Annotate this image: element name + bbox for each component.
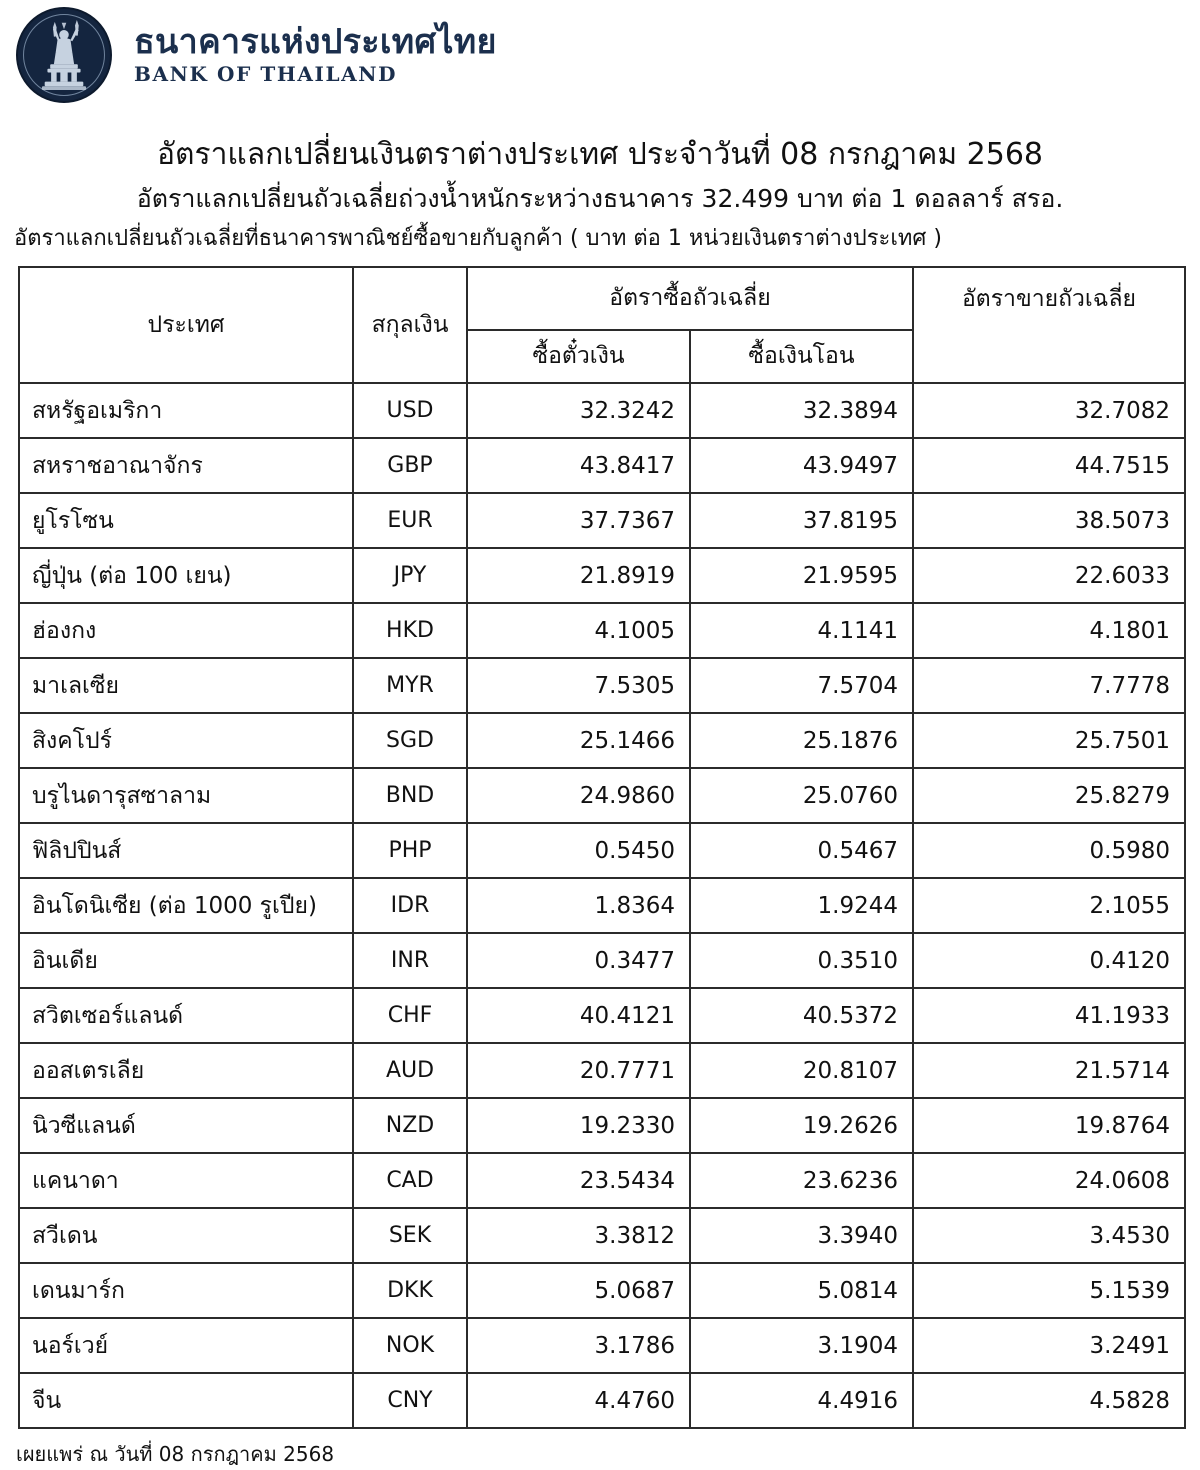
cell-selling-rate: 25.7501 (913, 713, 1185, 768)
page-title: อัตราแลกเปลี่ยนเงินตราต่างประเทศ ประจำวันที่ 08 กรกฎาคม 2568 (156, 137, 1044, 172)
cell-buy-sight-bill: 40.4121 (467, 988, 690, 1043)
cell-selling-rate: 32.7082 (913, 383, 1185, 438)
cell-currency-code: DKK (353, 1263, 467, 1318)
cell-buy-sight-bill: 37.7367 (467, 493, 690, 548)
cell-currency-code: CHF (353, 988, 467, 1043)
cell-buy-transfer: 3.1904 (690, 1318, 913, 1373)
cell-buy-sight-bill: 4.1005 (467, 603, 690, 658)
cell-country: สหรัฐอเมริกา (19, 383, 353, 438)
cell-country: ฟิลิปปินส์ (19, 823, 353, 878)
cell-currency-code: GBP (353, 438, 467, 493)
table-row (19, 878, 1185, 933)
column-header-buy-sight-bill: ซื้อตั๋วเงิน (467, 330, 690, 384)
cell-buy-transfer: 1.9244 (690, 878, 913, 933)
table-head (19, 267, 1185, 383)
table-row (19, 1263, 1185, 1318)
cell-currency-code: CNY (353, 1373, 467, 1428)
cell-selling-rate: 3.2491 (913, 1318, 1185, 1373)
cell-country: ออสเตรเลีย (19, 1043, 353, 1098)
table-row (19, 1208, 1185, 1263)
table-row (19, 1098, 1185, 1153)
bank-of-thailand-seal-icon (16, 7, 112, 103)
cell-selling-rate: 44.7515 (913, 438, 1185, 493)
commercial-bank-rate-subtitle: อัตราแลกเปลี่ยนถัวเฉลี่ยที่ธนาคารพาณิชย์ซื้อขายกับลูกค้า ( บาท ต่อ 1 หน่วยเงินตราต่างประเทศ ) (14, 225, 942, 251)
cell-selling-rate: 21.5714 (913, 1043, 1185, 1098)
cell-buy-transfer: 4.4916 (690, 1373, 913, 1428)
cell-country: มาเลเซีย (19, 658, 353, 713)
cell-currency-code: HKD (353, 603, 467, 658)
cell-buy-transfer: 37.8195 (690, 493, 913, 548)
table-row (19, 438, 1185, 493)
cell-buy-sight-bill: 4.4760 (467, 1373, 690, 1428)
cell-buy-transfer: 20.8107 (690, 1043, 913, 1098)
table-row (19, 933, 1185, 988)
cell-currency-code: INR (353, 933, 467, 988)
cell-country: แคนาดา (19, 1153, 353, 1208)
cell-selling-rate: 2.1055 (913, 878, 1185, 933)
cell-buy-transfer: 7.5704 (690, 658, 913, 713)
masthead (0, 0, 1200, 100)
cell-buy-transfer: 43.9497 (690, 438, 913, 493)
table-row (19, 548, 1185, 603)
cell-buy-sight-bill: 32.3242 (467, 383, 690, 438)
cell-buy-sight-bill: 7.5305 (467, 658, 690, 713)
cell-selling-rate: 38.5073 (913, 493, 1185, 548)
cell-buy-transfer: 0.3510 (690, 933, 913, 988)
exchange-rate-table (18, 266, 1186, 1429)
cell-country: อินเดีย (19, 933, 353, 988)
cell-country: สวีเดน (19, 1208, 353, 1263)
cell-buy-transfer: 40.5372 (690, 988, 913, 1043)
cell-buy-sight-bill: 21.8919 (467, 548, 690, 603)
cell-currency-code: SGD (353, 713, 467, 768)
cell-country: สิงคโปร์ (19, 713, 353, 768)
cell-country: สวิตเซอร์แลนด์ (19, 988, 353, 1043)
cell-country: ยูโรโซน (19, 493, 353, 548)
cell-buy-transfer: 23.6236 (690, 1153, 913, 1208)
cell-buy-sight-bill: 3.1786 (467, 1318, 690, 1373)
cell-selling-rate: 0.5980 (913, 823, 1185, 878)
cell-selling-rate: 19.8764 (913, 1098, 1185, 1153)
cell-currency-code: USD (353, 383, 467, 438)
cell-buy-sight-bill: 43.8417 (467, 438, 690, 493)
title-block (0, 100, 1200, 252)
interbank-rate-subtitle: อัตราแลกเปลี่ยนถัวเฉลี่ยถ่วงน้ำหนักระหว่างธนาคาร 32.499 บาท ต่อ 1 ดอลลาร์ สรอ. (136, 183, 1064, 213)
table-row (19, 658, 1185, 713)
cell-buy-transfer: 19.2626 (690, 1098, 913, 1153)
cell-buy-sight-bill: 23.5434 (467, 1153, 690, 1208)
cell-country: นอร์เวย์ (19, 1318, 353, 1373)
table-body (19, 383, 1185, 1428)
brand-block (134, 22, 497, 87)
cell-selling-rate: 5.1539 (913, 1263, 1185, 1318)
table-row (19, 603, 1185, 658)
cell-country: นิวซีแลนด์ (19, 1098, 353, 1153)
cell-selling-rate: 24.0608 (913, 1153, 1185, 1208)
cell-buy-sight-bill: 19.2330 (467, 1098, 690, 1153)
cell-currency-code: JPY (353, 548, 467, 603)
cell-country: อินโดนิเซีย (ต่อ 1000 รูเปีย) (19, 878, 353, 933)
cell-selling-rate: 41.1933 (913, 988, 1185, 1043)
cell-currency-code: IDR (353, 878, 467, 933)
cell-currency-code: CAD (353, 1153, 467, 1208)
cell-country: ฮ่องกง (19, 603, 353, 658)
cell-buy-sight-bill: 1.8364 (467, 878, 690, 933)
table-row (19, 768, 1185, 823)
cell-country: บรูไนดารุสซาลาม (19, 768, 353, 823)
cell-currency-code: MYR (353, 658, 467, 713)
cell-selling-rate: 0.4120 (913, 933, 1185, 988)
cell-selling-rate: 25.8279 (913, 768, 1185, 823)
exchange-rate-table-container (18, 266, 1186, 1429)
cell-buy-sight-bill: 0.3477 (467, 933, 690, 988)
table-header-row-primary (19, 267, 1185, 329)
cell-country: จีน (19, 1373, 353, 1428)
table-row (19, 1318, 1185, 1373)
cell-buy-sight-bill: 0.5450 (467, 823, 690, 878)
column-header-buying-rate-group: อัตราซื้อถัวเฉลี่ย (467, 267, 913, 329)
publication-date-note: เผยแพร่ ณ วันที่ 08 กรกฎาคม 2568 (16, 1442, 335, 1467)
cell-selling-rate: 4.1801 (913, 603, 1185, 658)
cell-currency-code: BND (353, 768, 467, 823)
cell-buy-sight-bill: 5.0687 (467, 1263, 690, 1318)
cell-currency-code: PHP (353, 823, 467, 878)
table-row (19, 493, 1185, 548)
cell-currency-code: AUD (353, 1043, 467, 1098)
cell-selling-rate: 22.6033 (913, 548, 1185, 603)
column-header-currency: สกุลเงิน (353, 267, 467, 383)
brand-name-english: BANK OF THAILAND (134, 62, 398, 87)
cell-selling-rate: 7.7778 (913, 658, 1185, 713)
cell-selling-rate: 4.5828 (913, 1373, 1185, 1428)
table-row (19, 713, 1185, 768)
cell-currency-code: EUR (353, 493, 467, 548)
cell-currency-code: SEK (353, 1208, 467, 1263)
column-header-selling-rate: อัตราขายถัวเฉลี่ย (913, 267, 1185, 383)
column-header-buy-transfer: ซื้อเงินโอน (690, 330, 913, 384)
cell-buy-transfer: 5.0814 (690, 1263, 913, 1318)
brand-name-thai: ธนาคารแห่งประเทศไทย (134, 22, 497, 63)
cell-country: สหราชอาณาจักร (19, 438, 353, 493)
cell-currency-code: NOK (353, 1318, 467, 1373)
cell-country: เดนมาร์ก (19, 1263, 353, 1318)
cell-buy-transfer: 0.5467 (690, 823, 913, 878)
cell-buy-transfer: 21.9595 (690, 548, 913, 603)
cell-currency-code: NZD (353, 1098, 467, 1153)
cell-buy-sight-bill: 20.7771 (467, 1043, 690, 1098)
cell-selling-rate: 3.4530 (913, 1208, 1185, 1263)
cell-buy-sight-bill: 3.3812 (467, 1208, 690, 1263)
table-row (19, 1153, 1185, 1208)
table-row (19, 988, 1185, 1043)
cell-buy-sight-bill: 25.1466 (467, 713, 690, 768)
table-row (19, 383, 1185, 438)
table-row (19, 1043, 1185, 1098)
cell-buy-transfer: 32.3894 (690, 383, 913, 438)
cell-buy-transfer: 3.3940 (690, 1208, 913, 1263)
cell-buy-sight-bill: 24.9860 (467, 768, 690, 823)
table-row (19, 823, 1185, 878)
table-row (19, 1373, 1185, 1428)
cell-buy-transfer: 4.1141 (690, 603, 913, 658)
cell-buy-transfer: 25.1876 (690, 713, 913, 768)
cell-buy-transfer: 25.0760 (690, 768, 913, 823)
cell-country: ญี่ปุ่น (ต่อ 100 เยน) (19, 548, 353, 603)
column-header-country: ประเทศ (19, 267, 353, 383)
